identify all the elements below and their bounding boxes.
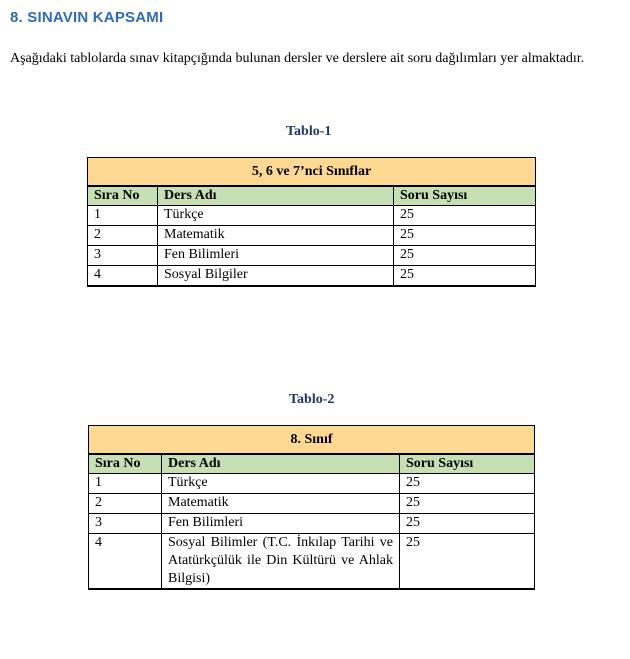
table-row [89, 514, 535, 534]
intro-paragraph: Aşağıdaki tablolarda sınav kitapçığında bulunan dersler ve derslere ait soru dağılımları yer almaktadır. [10, 51, 585, 66]
question-count-cell: 25 [394, 206, 536, 226]
table-header-row [89, 454, 535, 474]
course-cell: Matematik [162, 494, 400, 514]
table-row [88, 246, 536, 266]
table-caption: Tablo-1 [286, 124, 332, 139]
column-header-course: Ders Adı [158, 186, 394, 206]
course-cell: Fen Bilimleri [162, 514, 400, 534]
exam-scope-table [87, 157, 536, 287]
section-heading: 8. SINAVIN KAPSAMI [10, 9, 164, 26]
course-cell: Türkçe [162, 474, 400, 494]
question-count-cell: 25 [400, 534, 535, 590]
order-cell: 3 [88, 246, 158, 266]
question-count-cell: 25 [400, 494, 535, 514]
question-count-cell: 25 [394, 266, 536, 287]
table-row [88, 206, 536, 226]
table-row [89, 534, 535, 590]
order-cell: 1 [88, 206, 158, 226]
column-header-order: Sıra No [88, 186, 158, 206]
order-cell: 2 [88, 226, 158, 246]
question-count-cell: 25 [394, 246, 536, 266]
table-row [89, 494, 535, 514]
table-title-row [88, 158, 536, 187]
course-cell: Sosyal Bilimler (T.C. İnkılap Tarihi ve Atatürkçülük ile Din Kültürü ve Ahlak Bilgisi) [162, 534, 400, 590]
table-row [89, 474, 535, 494]
table-title: 5, 6 ve 7’nci Sınıflar [88, 158, 536, 187]
order-cell: 2 [89, 494, 162, 514]
order-cell: 1 [89, 474, 162, 494]
table-row [88, 226, 536, 246]
column-header-question-count: Soru Sayısı [394, 186, 536, 206]
table-title-row [89, 426, 535, 455]
column-header-question-count: Soru Sayısı [400, 454, 535, 474]
order-cell: 4 [89, 534, 162, 590]
column-header-order: Sıra No [89, 454, 162, 474]
table-title: 8. Sınıf [89, 426, 535, 455]
exam-scope-table [88, 425, 535, 590]
column-header-course: Ders Adı [162, 454, 400, 474]
table-caption: Tablo-2 [289, 392, 335, 407]
table-header-row [88, 186, 536, 206]
order-cell: 3 [89, 514, 162, 534]
course-cell: Sosyal Bilgiler [158, 266, 394, 287]
course-cell: Fen Bilimleri [158, 246, 394, 266]
course-cell: Matematik [158, 226, 394, 246]
order-cell: 4 [88, 266, 158, 287]
table-row [88, 266, 536, 287]
course-cell: Türkçe [158, 206, 394, 226]
question-count-cell: 25 [394, 226, 536, 246]
question-count-cell: 25 [400, 514, 535, 534]
question-count-cell: 25 [400, 474, 535, 494]
